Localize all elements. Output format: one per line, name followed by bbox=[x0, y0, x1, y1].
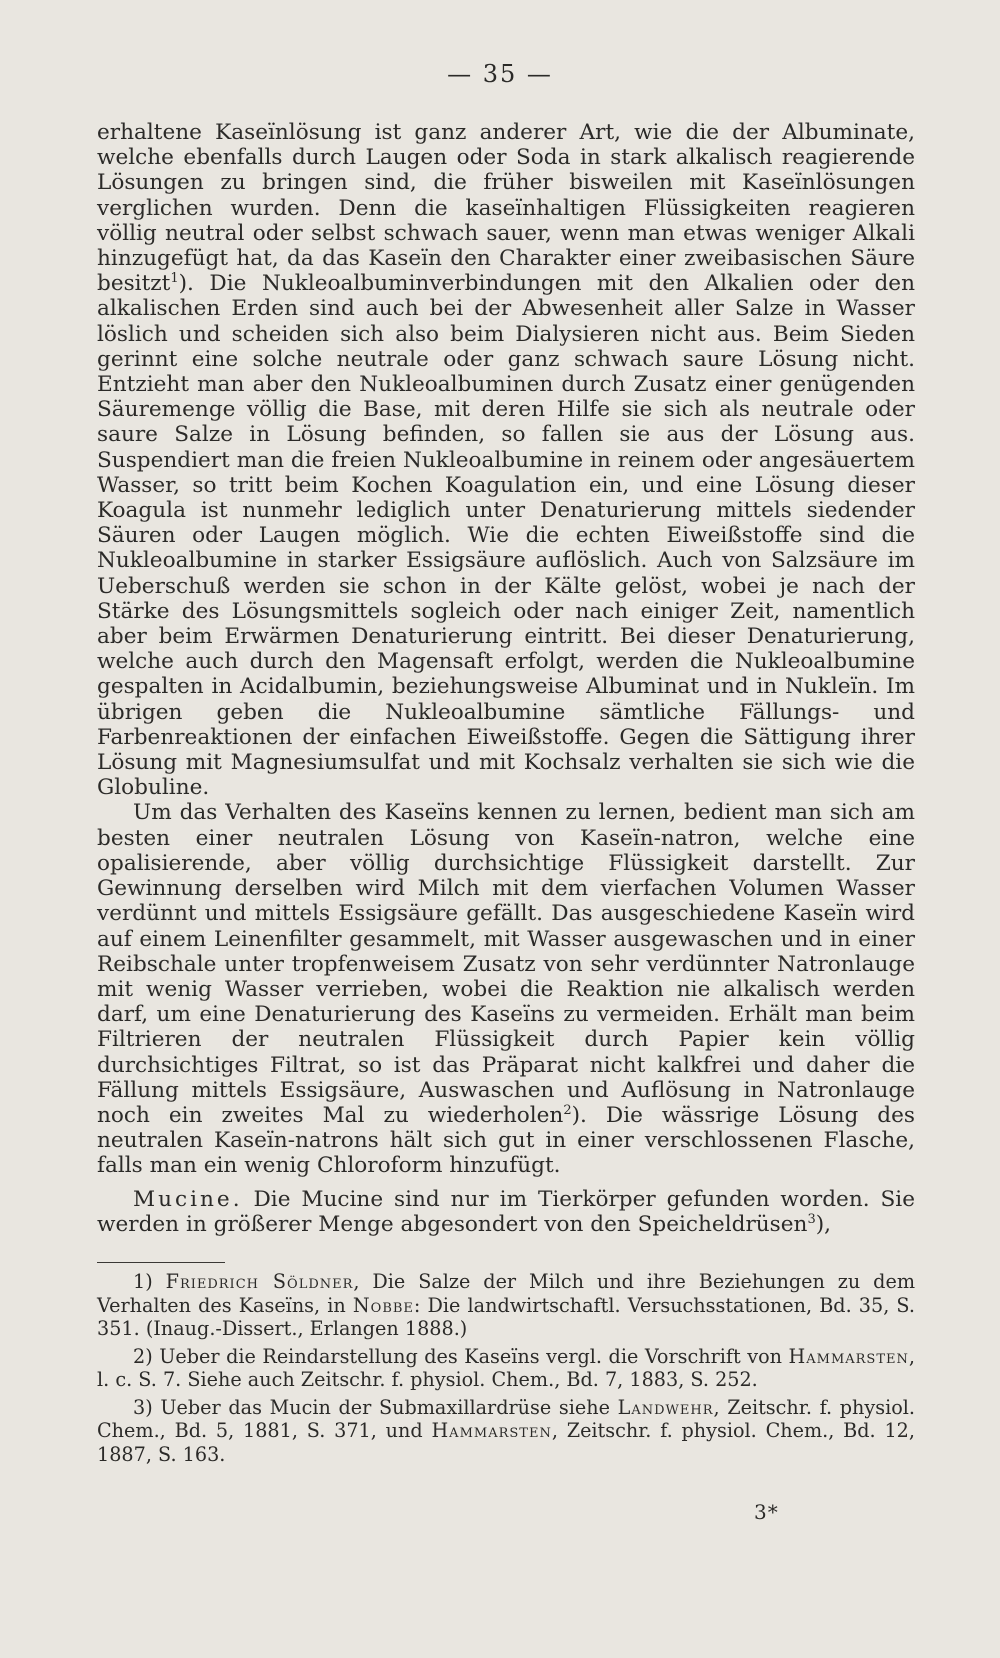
main-text bbox=[97, 120, 915, 1237]
paragraph-3 bbox=[97, 1187, 915, 1237]
signature-mark: 3* bbox=[754, 1500, 779, 1524]
footnote-rule bbox=[97, 1262, 225, 1263]
paragraph-2 bbox=[97, 800, 915, 1178]
footnote-segment: , Die Salze der Milch und ihre Beziehungen zu dem Verhalten des Kaseïns, in bbox=[97, 1270, 916, 1317]
footnote-ref-3: 3 bbox=[807, 1211, 816, 1227]
footnote-segment: Ueber das Mucin der Submaxillardrüse siehe bbox=[152, 1395, 618, 1419]
paragraph-2-text-b: ). Die wässrige Lösung des neutralen Kaseïn-natrons hält sich gut in einer verschlossenen Flasche, falls man ein wenig Chloroform hinzufügt. bbox=[97, 1102, 915, 1179]
paragraph-1-text-b: ). Die Nukleoalbuminverbindungen mit den Alkalien oder den alkalischen Erden sind auch bei der Abwesenheit aller Salze in Wasser löslich und scheiden sich also beim Dialysieren nicht aus. Beim Sieden gerinnt eine solche neutrale oder ganz schwach saure Lösung nicht. Entzieht man aber den Nukleoalbuminen durch Zusatz einer genügenden Säuremenge völlig die Base, mit deren Hilfe sie sich als neutrale oder saure Salze in Lösung befinden, so fallen sie aus der Lösung aus. Suspendiert man die freien Nukleoalbumine in reinem oder angesäuertem Wasser, so tritt beim Kochen Koagulation ein, und eine Lösung dieser Koagula ist nunmehr lediglich unter Denaturierung mittels siedender Säuren oder Laugen möglich. Wie die echten Eiweißstoffe sind die Nukleoalbumine in starker Essigsäure auflöslich. Auch von Salzsäure im Ueberschuß werden sie schon in der Kälte gelöst, wobei je nach der Stärke des Lösungsmittels sogleich oder nach einiger Zeit, namentlich aber beim Erwärmen Denaturierung eintritt. Bei dieser Denaturierung, welche auch durch den Magensaft erfolgt, werden die Nukleoalbumine gespalten in Acidalbumin, beziehungsweise Albuminat und in Nukleïn. Im übrigen geben die Nukleoalbumine sämtliche Fällungs- und Farbenreaktionen der einfachen Eiweißstoffe. Gegen die Sättigung ihrer Lösung mit Magnesiumsulfat und mit Kochsalz verhalten sie sich wie die Globuline. bbox=[97, 271, 915, 801]
page-number: — 35 — bbox=[447, 60, 553, 88]
paragraph-3-text-a: Die Mucine sind nur im Tierkörper gefunden worden. Sie werden in größerer Menge abgesondert von den Speicheldrüsen bbox=[97, 1186, 915, 1237]
footnote-segment: , Zeitschr. f. physiol. Chem., Bd. 12, 1887, S. 163. bbox=[97, 1419, 915, 1466]
footnotes bbox=[97, 1270, 915, 1470]
footnote-segment: Ueber die Reindarstellung des Kaseïns vergl. die Vorschrift von bbox=[152, 1344, 789, 1368]
author-name: Landwehr bbox=[617, 1395, 714, 1419]
footnote-text bbox=[97, 1270, 915, 1340]
footnote-1 bbox=[97, 1270, 915, 1341]
paragraph-2-text-a: Um das Verhalten des Kaseïns kennen zu lernen, bedient man sich am besten einer neutralen Lösung von Kaseïn-natron, welche eine opalisierende, aber völlig durchsichtige Flüssigkeit darstellt. Zur Gewinnung derselben wird Milch mit dem vierfachen Volumen Wasser verdünnt und mittels Essigsäure gefällt. Das ausgeschiedene Kaseïn wird auf einem Leinenfilter gesammelt, mit Wasser ausgewaschen und in einer Reibschale unter tropfenweisem Zusatz von sehr verdünnter Natronlauge mit wenig Wasser verrieben, wobei die Reaktion nie alkalisch werden darf, um eine Denaturierung des Kaseïns zu vermeiden. Erhält man beim Filtrieren der neutralen Flüssigkeit durch Papier kein völlig durchsichtiges Filtrat, so ist das Präparat nicht kalkfrei und daher die Fällung mittels Essigsäure, Auswaschen und Auflösung in Natronlauge noch ein zweites Mal zu wiederholen bbox=[97, 800, 915, 1128]
paragraph-1-text-a: erhaltene Kaseïnlösung ist ganz anderer Art, wie die der Albuminate, welche ebenfalls durch Laugen oder Soda in stark alkalisch reagierende Lösungen zu bringen sind, die früher bisweilen mit Kaseïnlösungen verglichen wurden. Denn die kaseïnhaltigen Flüssigkeiten reagieren völlig neutral oder selbst schwach sauer, wenn man etwas weniger Alkali hinzugefügt hat, da das Kaseïn den Charakter einer zweibasischen Säure besitzt bbox=[97, 120, 915, 297]
author-name: Hammarsten bbox=[431, 1419, 552, 1442]
paragraph-3-text-b: ), bbox=[815, 1211, 832, 1237]
footnote-marker: 3) bbox=[133, 1395, 153, 1419]
footnote-segment: , l. c. S. 7. Siehe auch Zeitschr. f. physiol. Chem., Bd. 7, 1883, S. 252. bbox=[97, 1344, 915, 1391]
footnote-segment: , Zeitschr. f. physiol. Chem., Bd. 5, 1881, S. 371, und bbox=[97, 1395, 916, 1442]
footnote-segment bbox=[153, 1270, 166, 1293]
footnote-2 bbox=[97, 1345, 915, 1392]
paragraph-1 bbox=[97, 120, 915, 800]
section-heading-mucine: Mucine. bbox=[133, 1186, 243, 1212]
footnote-text bbox=[97, 1396, 915, 1466]
footnote-segment: : Die landwirtschaftl. Versuchsstationen, Bd. 35, S. 351. (Inaug.-Dissert., Erlangen 1888.) bbox=[97, 1293, 915, 1340]
footnote-text bbox=[97, 1345, 915, 1392]
footnote-ref-2: 2 bbox=[563, 1102, 572, 1118]
footnote-marker: 2) bbox=[133, 1344, 153, 1368]
author-name: Hammarsten bbox=[788, 1344, 909, 1368]
author-name: Nobbe bbox=[352, 1293, 414, 1317]
footnote-3 bbox=[97, 1396, 915, 1467]
footnote-marker: 1) bbox=[133, 1270, 153, 1293]
author-name: Friedrich Söldner bbox=[165, 1270, 354, 1293]
footnote-ref-1: 1 bbox=[170, 271, 179, 287]
